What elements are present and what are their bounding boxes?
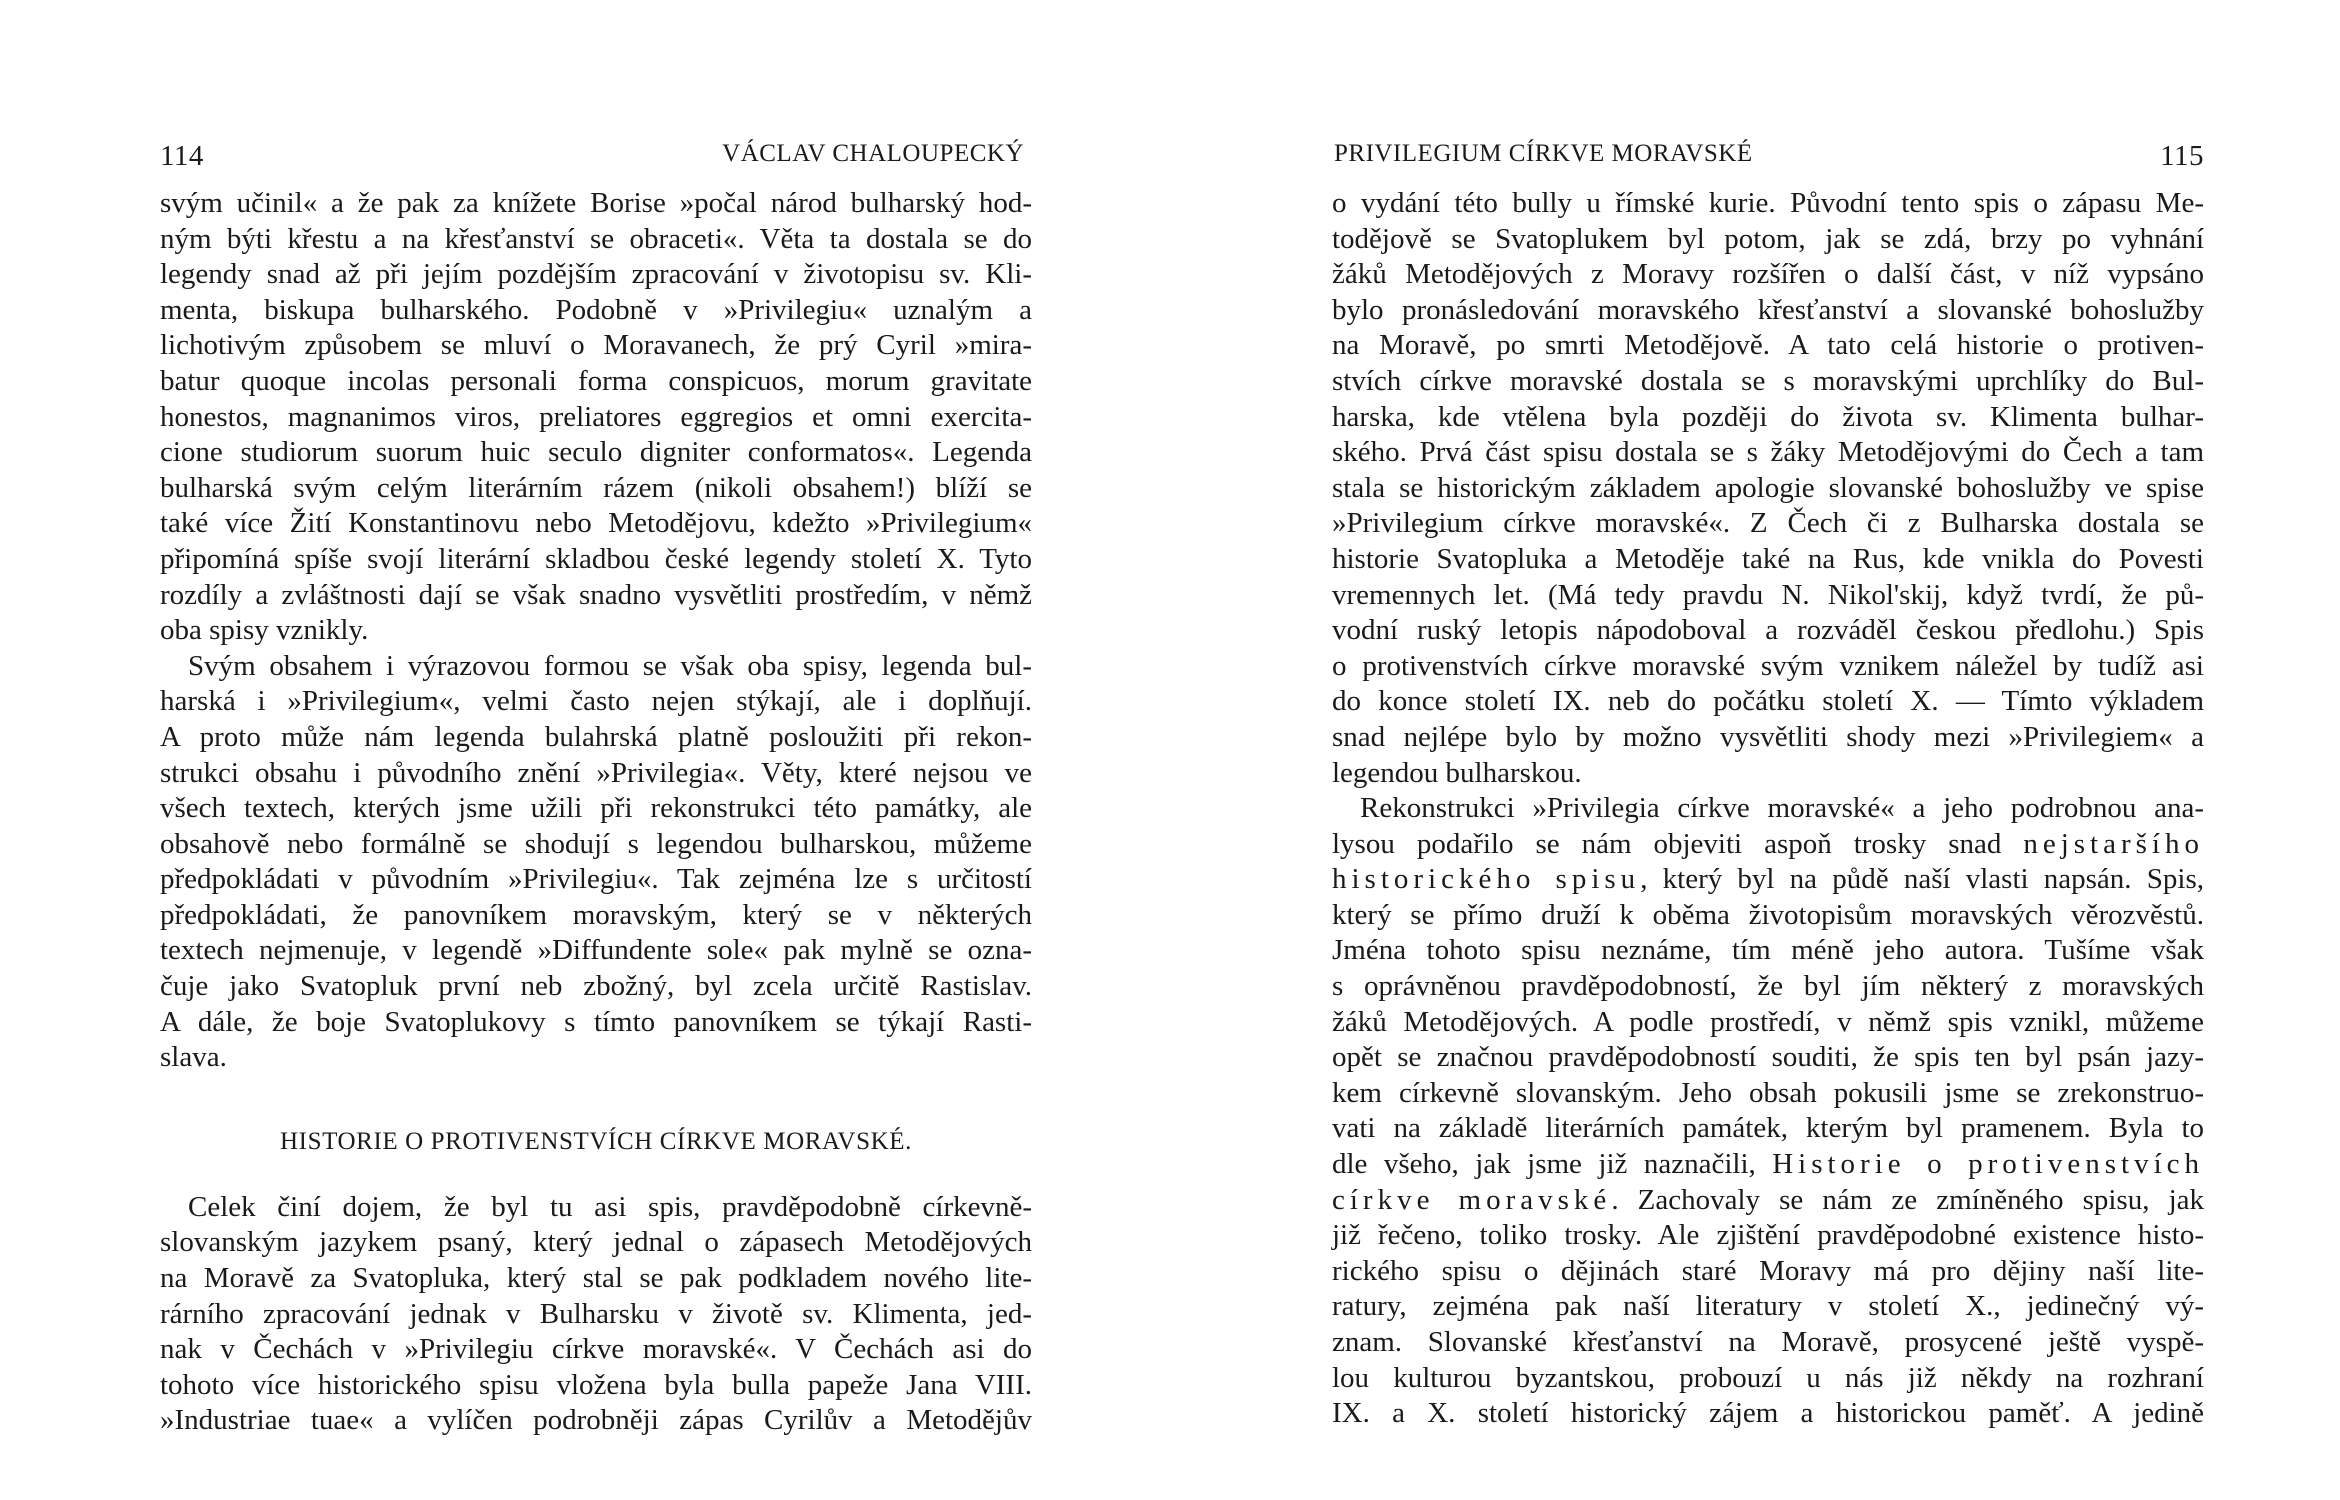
left-running-head: [160, 140, 1032, 184]
text-line: batur quoque incolas personali forma conspicuos, morum gravitate: [160, 364, 1032, 397]
left-paragraph-2: [160, 649, 1032, 1076]
text-line: rárního zpracování jednak v Bulharsku v životě sv. Klimenta, jed-: [160, 1297, 1032, 1330]
text-line: také více Žití Konstantinovu nebo Metodějovu, kdežto »Privilegium«: [160, 507, 1032, 540]
right-page: [1332, 140, 2204, 1432]
text-line: bylo pronásledování moravského křesťanství a slovanské bohoslužby: [1332, 293, 2204, 326]
text-line: snad nejlépe bylo by možno vysvětliti shody mezi »Privilegiem« a: [1332, 720, 2204, 753]
left-page-number: 114: [160, 140, 204, 172]
right-running-head: [1332, 140, 2204, 184]
text-line: bulharská svým celým literárním rázem (nikoli obsahem!) blíží se: [160, 471, 1032, 504]
spaced-emphasis-text: církve moravské: [1332, 1183, 1612, 1216]
text-line: legendou bulharskou.: [1332, 756, 1582, 789]
text-line: obsahově nebo formálně se shodují s legendou bulharskou, můžeme: [160, 827, 1032, 860]
right-paragraph-2: [1332, 791, 2204, 1432]
line-text: Jména tohoto spisu neznáme, tím méně jeho autora. Tušíme však: [1332, 934, 2204, 967]
text-line: strukci obsahu i původního znění »Privilegia«. Věty, které nejsou ve: [160, 756, 1032, 789]
text-line: na Moravě, po smrti Metodějově. A tato celá historie o protiven-: [1332, 329, 2204, 362]
left-running-title: VÁCLAV CHALOUPECKÝ: [722, 140, 1024, 167]
text-line: A proto může nám legenda bulahrská platně posloužiti při rekon-: [160, 720, 1032, 753]
text-line: o vydání této bully u římské kurie. Původní tento spis o zápasu Me-: [1332, 187, 2204, 219]
text-line: vodní ruský letopis nápodoboval a rozváděl českou předlohu.) Spis: [1332, 614, 2204, 647]
text-line: [1332, 1040, 2204, 1076]
text-line: stala se historickým základem apologie slovanské bohoslužby ve spise: [1332, 471, 2204, 504]
text-line: [1332, 1396, 2204, 1432]
line-text: lysou podařilo se nám objeviti aspoň trosky snad: [1332, 827, 2024, 860]
text-line: [1332, 1289, 2204, 1325]
line-text: již řečeno, toliko trosky. Ale zjištění pravděpodobné existence histo-: [1332, 1219, 2204, 1252]
line-text: vati na základě literárních památek, kterým byl pramenem. Byla to: [1332, 1112, 2204, 1145]
text-line: ského. Prvá část spisu dostala se s žáky Metodějovými do Čech a tam: [1332, 436, 2204, 469]
line-text: žáků Metodějových. A podle prostředí, v němž spis vznikl, můžeme: [1332, 1005, 2204, 1038]
text-line: [1332, 1076, 2204, 1112]
text-line: legendy snad až při jejím pozdějším zpracování v životopisu sv. Kli-: [160, 258, 1032, 291]
left-paragraph-1: [160, 186, 1032, 649]
line-text: s oprávněnou pravděpodobností, že byl jím některý z moravských: [1332, 970, 2204, 1003]
text-line: honestos, magnanimos viros, preliatores eggregios et omni exercita-: [160, 400, 1032, 433]
line-text: rického spisu o dějinách staré Moravy má pro dějiny naší lite-: [1332, 1254, 2204, 1287]
text-line: slovanským jazykem psaný, který jednal o zápasech Metodějových: [160, 1226, 1032, 1259]
text-line: předpokládati v původním »Privilegiu«. Tak zejména lze s určitostí: [160, 863, 1032, 896]
text-line: »Industriae tuae« a vylíčen podrobněji zápas Cyrilův a Metodějův: [160, 1404, 1032, 1437]
text-line: [1332, 1111, 2204, 1147]
text-line: todějově se Svatoplukem byl potom, jak se zdá, brzy po vyhnání: [1332, 222, 2204, 255]
line-text: lou kulturou byzantskou, probouzí u nás již někdy na rozhraní: [1332, 1361, 2204, 1394]
text-line: [1332, 1254, 2204, 1290]
text-line: [1332, 862, 2204, 898]
line-text: IX. a X. století historický zájem a historickou paměť. A jedině: [1332, 1397, 2204, 1430]
line-text: . Zachovaly se nám ze zmíněného spisu, jak: [1611, 1183, 2204, 1216]
text-line: rozdíly a zvláštnosti dají se však snadno vysvětliti prostředím, v němž: [160, 578, 1032, 611]
right-running-title: PRIVILEGIUM CÍRKVE MORAVSKÉ: [1334, 140, 1753, 167]
text-line: [1332, 791, 2204, 827]
text-line: o protivenstvích církve moravské svým vznikem náležel by tudíž asi: [1332, 649, 2204, 682]
text-line: slava.: [160, 1041, 227, 1074]
text-line: stvích církve moravské dostala se s moravskými uprchlíky do Bul-: [1332, 364, 2204, 397]
text-line: vremennych let. (Má tedy pravdu N. Nikol'skij, když tvrdí, že pů-: [1332, 578, 2204, 611]
text-line: čuje jako Svatopluk první neb zbožný, byl zcela určitě Rastislav.: [160, 970, 1032, 1003]
spaced-emphasis-text: nejstaršího: [2023, 827, 2204, 860]
text-line: [1332, 1183, 2204, 1219]
text-line: lichotivým způsobem se mluví o Moravanech, že prý Cyril »mira-: [160, 329, 1032, 362]
text-line: do konce století IX. neb do počátku století X. — Tímto výkladem: [1332, 685, 2204, 718]
spaced-emphasis-text: Historie o protivenstvích: [1772, 1148, 2204, 1181]
line-text: opět se značnou pravděpodobností souditi, že spis ten byl psán jazy-: [1332, 1041, 2204, 1074]
text-line: připomíná spíše svojí literární skladbou české legendy století X. Tyto: [160, 542, 1032, 575]
text-line: [1332, 898, 2204, 934]
text-line: tohoto více historického spisu vložena byla bulla papeže Jana VIII.: [160, 1368, 1032, 1401]
text-line: [1332, 1325, 2204, 1361]
text-line: cione studiorum suorum huic seculo digniter conformatos«. Legenda: [160, 436, 1032, 469]
text-line: textech nejmenuje, v legendě »Diffundente sole« pak mylně se ozna-: [160, 934, 1032, 967]
text-line: »Privilegium církve moravské«. Z Čech či z Bulharska dostala se: [1332, 507, 2204, 540]
text-line: všech textech, kterých jsme užili při rekonstrukci této památky, ale: [160, 792, 1032, 825]
text-line: [1332, 827, 2204, 863]
text-line: ným býti křestu a na křesťanství se obraceti«. Věta ta dostala se do: [160, 222, 1032, 255]
text-line: svým učinil« a že pak za knížete Borise »počal národ bulharský hod-: [160, 187, 1032, 219]
line-text: znam. Slovanské křesťanství na Moravě, prosycené ještě vyspě-: [1332, 1326, 2204, 1358]
text-line: menta, biskupa bulharského. Podobně v »Privilegiu« uznalým a: [160, 293, 1032, 326]
right-page-number: 115: [2160, 140, 2204, 172]
section-heading: HISTORIE O PROTIVENSTVÍCH CÍRKVE MORAVSKÉ.: [280, 1127, 912, 1155]
text-line: [1332, 933, 2204, 969]
text-line: [1332, 1361, 2204, 1397]
text-line: žáků Metodějových z Moravy rozšířen o další část, v níž vypsáno: [1332, 258, 2204, 291]
text-line: A dále, že boje Svatoplukovy s tímto panovníkem se týkají Rasti-: [160, 1005, 1032, 1038]
text-line: harská i »Privilegium«, velmi často nejen stýkají, ale i doplňují.: [160, 685, 1032, 718]
text-line: Celek činí dojem, že byl tu asi spis, pravděpodobně církevně-: [188, 1190, 1032, 1223]
spaced-emphasis-text: historického spisu: [1332, 863, 1641, 896]
line-text: ratury, zejména pak naší literatury v století X., jedinečný vý-: [1332, 1290, 2204, 1323]
line-text: který se přímo druží k oběma životopisům moravských věrozvěstů.: [1332, 898, 2204, 931]
line-text: Rekonstrukci »Privilegia církve moravské« a jeho podrobnou ana-: [1360, 792, 2204, 825]
text-line: předpokládati, že panovníkem moravským, který se v některých: [160, 898, 1032, 931]
text-line: historie Svatopluka a Metoděje také na Rus, kde vnikla do Povesti: [1332, 542, 2204, 575]
text-line: Svým obsahem i výrazovou formou se však oba spisy, legenda bul-: [188, 649, 1032, 682]
text-line: nak v Čechách v »Privilegiu církve moravské«. V Čechách asi do: [160, 1333, 1032, 1366]
line-text: dle všeho, jak jsme již naznačili,: [1332, 1148, 1773, 1181]
text-line: [1332, 969, 2204, 1005]
text-line: oba spisy vznikly.: [160, 614, 369, 647]
line-text: , který byl na půdě naší vlasti napsán. Spis,: [1640, 863, 2204, 896]
right-paragraph-1: [1332, 186, 2204, 791]
text-line: [1332, 1218, 2204, 1254]
line-text: kem církevně slovanským. Jeho obsah pokusili jsme se zrekonstruo-: [1332, 1076, 2204, 1109]
text-line: harska, kde vtělena byla později do života sv. Klimenta bulhar-: [1332, 400, 2204, 433]
text-line: na Moravě za Svatopluka, který stal se pak podkladem nového lite-: [160, 1262, 1032, 1295]
left-paragraph-3: [160, 1190, 1032, 1439]
left-page: [160, 140, 1032, 1439]
text-line: [1332, 1005, 2204, 1041]
text-line: [1332, 1147, 2204, 1183]
